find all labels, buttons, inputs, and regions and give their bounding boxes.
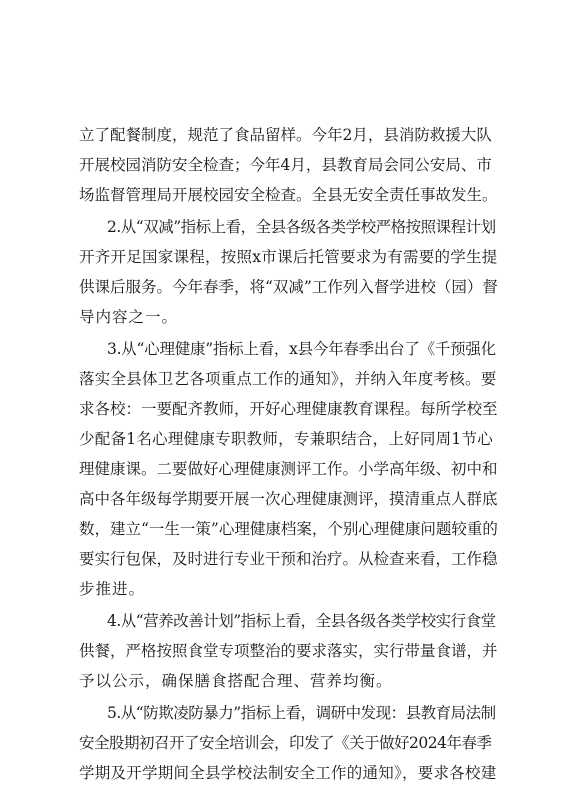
text-line: 导内容之一。 [79,308,179,326]
text-line: 求各校：一要配齐教师，开好心理健康教育课程。每所学校至 [79,400,498,418]
text-line: 予以公示，确保膳食搭配合理、营养均衡。 [79,672,393,690]
text-line: 高中各年级每学期要开展一次心理健康测评，摸清重点人群底 [79,490,498,508]
text-line: 供餐，严格按照食堂专项整治的要求落实，实行带量食谱，并 [79,642,498,660]
text-line: 步推进。 [79,580,146,598]
text-line: 场监督管理局开展校园安全检查。全县无安全责任事故发生。 [79,186,498,204]
text-line: 要实行包保，及时进行专业干预和治疗。从检查来看，工作稳 [79,550,498,568]
text-line: 学期及开学期间全县学校法制安全工作的通知》，要求各校建 [79,764,497,782]
text-line: 供课后服务。今年春季，将“双减”工作列入督学进校（园）督 [79,278,498,296]
text-line: 4.从“营养改善计划”指标上看，全县各级各类学校实行食堂 [107,612,496,630]
text-line: 落实全县体卫艺各项重点工作的通知》，并纳入年度考核。要 [79,370,497,388]
text-line: 开展校园消防安全检查；今年4月，县教育局会同公安局、市 [79,156,492,174]
text-line: 数，建立“一生一策”心理健康档案，个别心理健康问题较重的 [79,520,498,538]
text-line: 立了配餐制度，规范了食品留样。今年2月，县消防救援大队 [79,126,492,144]
text-line: 2.从“双减”指标上看，全县各级各类学校严格按照课程计划 [107,218,496,236]
text-line: 5.从“防欺凌防暴力”指标上看，调研中发现：县教育局法制 [107,704,496,722]
text-line: 少配备1名心理健康专职教师，专兼职结合，上好同周1节心 [79,430,493,448]
text-line: 开齐开足国家课程，按照x市课后托管要求为有需要的学生提 [79,248,498,266]
text-line: 理健康课。二要做好心理健康测评工作。小学高年级、初中和 [79,460,498,478]
text-line: 3.从“心理健康”指标上看，x县今年春季出台了《千预强化 [107,340,496,358]
text-line: 安全股期初召开了安全培训会，印发了《关于做好2024年春季 [79,734,492,752]
